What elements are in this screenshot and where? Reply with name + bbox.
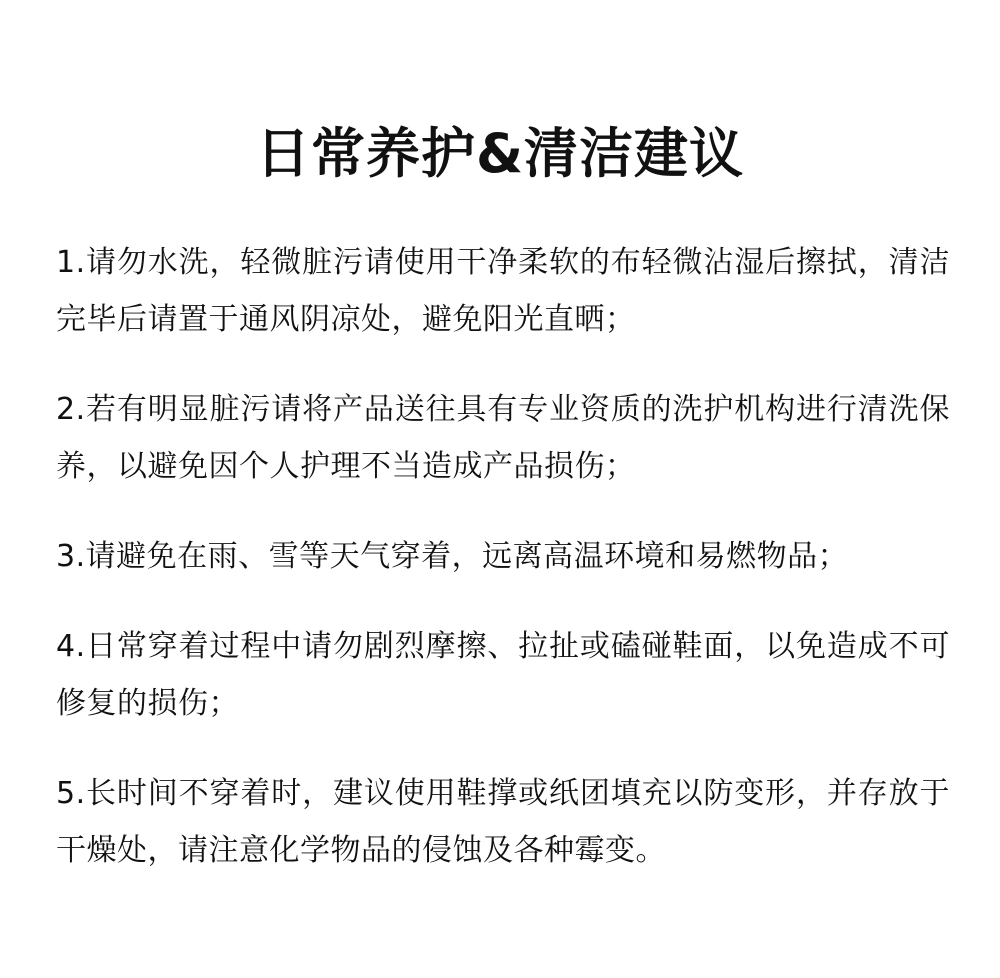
care-instruction-1: 1.请勿水洗，轻微脏污请使用干净柔软的布轻微沾湿后擦拭，清洁完毕后请置于通风阴凉处，避免阳光直晒； <box>56 245 950 337</box>
care-instruction-4: 4.日常穿着过程中请勿剧烈摩擦、拉扯或磕碰鞋面，以免造成不可修复的损伤； <box>56 629 950 721</box>
care-instruction-2: 2.若有明显脏污请将产品送往具有专业资质的洗护机构进行清洗保养，以避免因个人护理不当造成产品损伤； <box>56 392 950 484</box>
care-instruction-3: 3.请避免在雨、雪等天气穿着，远离高温环境和易燃物品； <box>56 539 849 574</box>
care-instructions-list <box>56 234 950 912</box>
page-title: 日常养护&清洁建议 <box>255 122 745 185</box>
care-instruction-5: 5.长时间不穿着时，建议使用鞋撑或纸团填充以防变形，并存放于干燥处，请注意化学物品的侵蚀及各种霉变。 <box>56 776 950 868</box>
